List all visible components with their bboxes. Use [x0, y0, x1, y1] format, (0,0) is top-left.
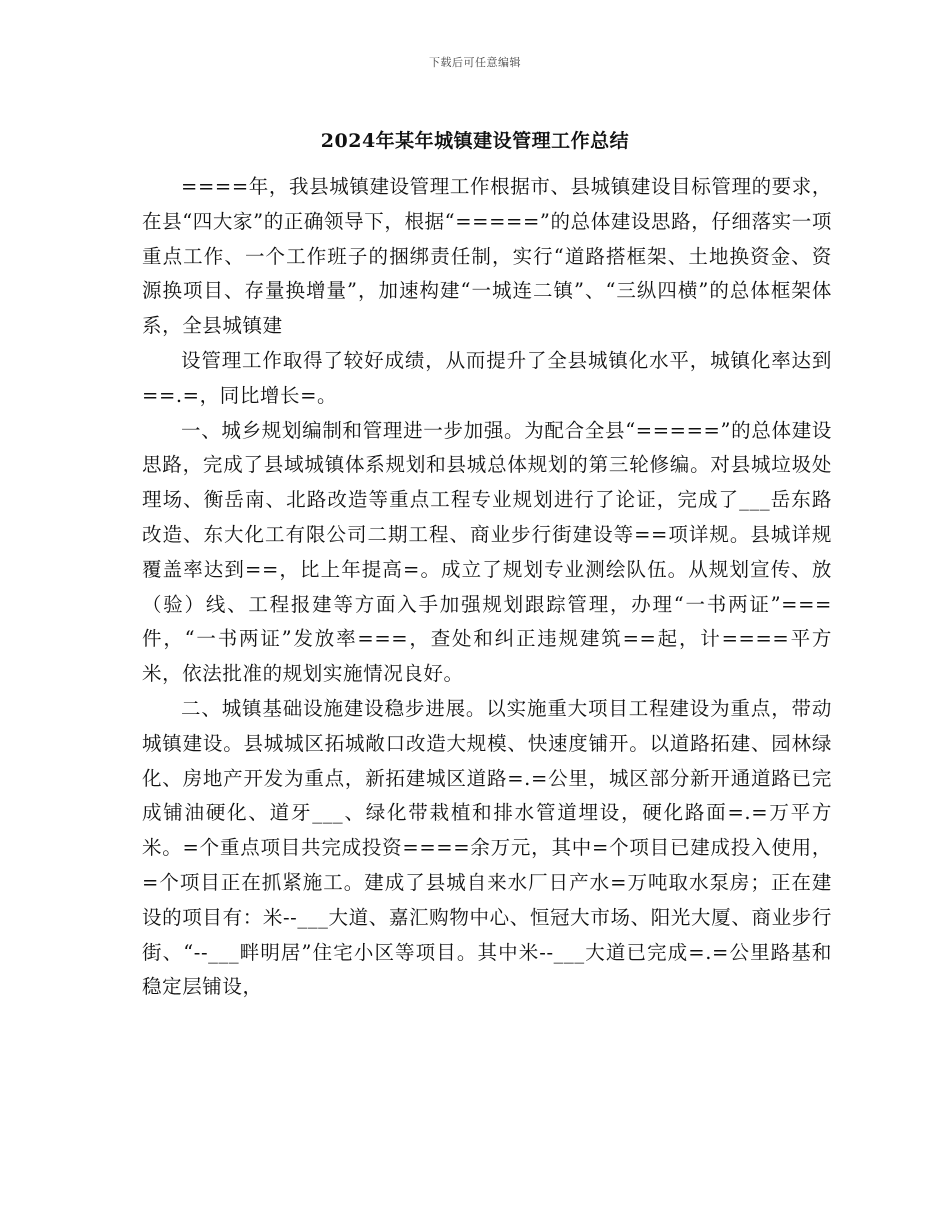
header-note: 下载后可任意编辑 — [429, 56, 521, 69]
paragraph-intro-continued: 设管理工作取得了较好成绩，从而提升了全县城镇化水平，城镇化率达到==.=，同比增长=。 — [142, 348, 832, 407]
document-title: 2024年某年城镇建设管理工作总结 — [320, 130, 630, 152]
paragraph-section-1: 一、城乡规划编制和管理进一步加强。为配合全县“=====”的总体建设思路，完成了县域城镇体系规划和县城总体规划的第三轮修编。对县城垃圾处理场、衡岳南、北路改造等重点工程专业规划进行了论证，完成了___岳东路改造、东大化工有限公司二期工程、商业步行街建设等==项详规。县城详规覆盖率达到==，比上年提高=。成立了规划专业测绘队伍。从规划宣传、放（验）线、工程报建等方面入手加强规划跟踪管理，办理“一书两证”===件，“一书两证”发放率===，查处和纠正违规建筑==起，计====平方米，依法批准的规划实施情况良好。 — [142, 418, 832, 686]
paragraph-intro: ====年，我县城镇建设管理工作根据市、县城镇建设目标管理的要求，在县“四大家”的正确领导下，根据“=====”的总体建设思路，仔细落实一项重点工作、一个工作班子的捆绑责任制，实行“道路搭框架、土地换资金、资源换项目、存量换增量”，加速构建“一城连二镇”、“三纵四横”的总体框架体系，全县城镇建 — [142, 175, 832, 338]
paragraph-section-2: 二、城镇基础设施建设稳步进展。以实施重大项目工程建设为重点，带动城镇建设。县城城区拓城敞口改造大规模、快速度铺开。以道路拓建、园林绿化、房地产开发为重点，新拓建城区道路=.=公里，城区部分新开通道路已完成铺油硬化、道牙___、绿化带栽植和排水管道埋设，硬化路面=.=万平方米。=个重点项目共完成投资====余万元，其中=个项目已建成投入使用，=个项目正在抓紧施工。建成了县城自来水厂日产水=万吨取水泵房；正在建设的项目有：米--___大道、嘉汇购物中心、恒冠大市场、阳光大厦、商业步行街、“--___畔明居”住宅小区等项目。其中米--___大道已完成=.=公里路基和稳定层铺设， — [142, 696, 832, 999]
document-body — [142, 170, 832, 1005]
